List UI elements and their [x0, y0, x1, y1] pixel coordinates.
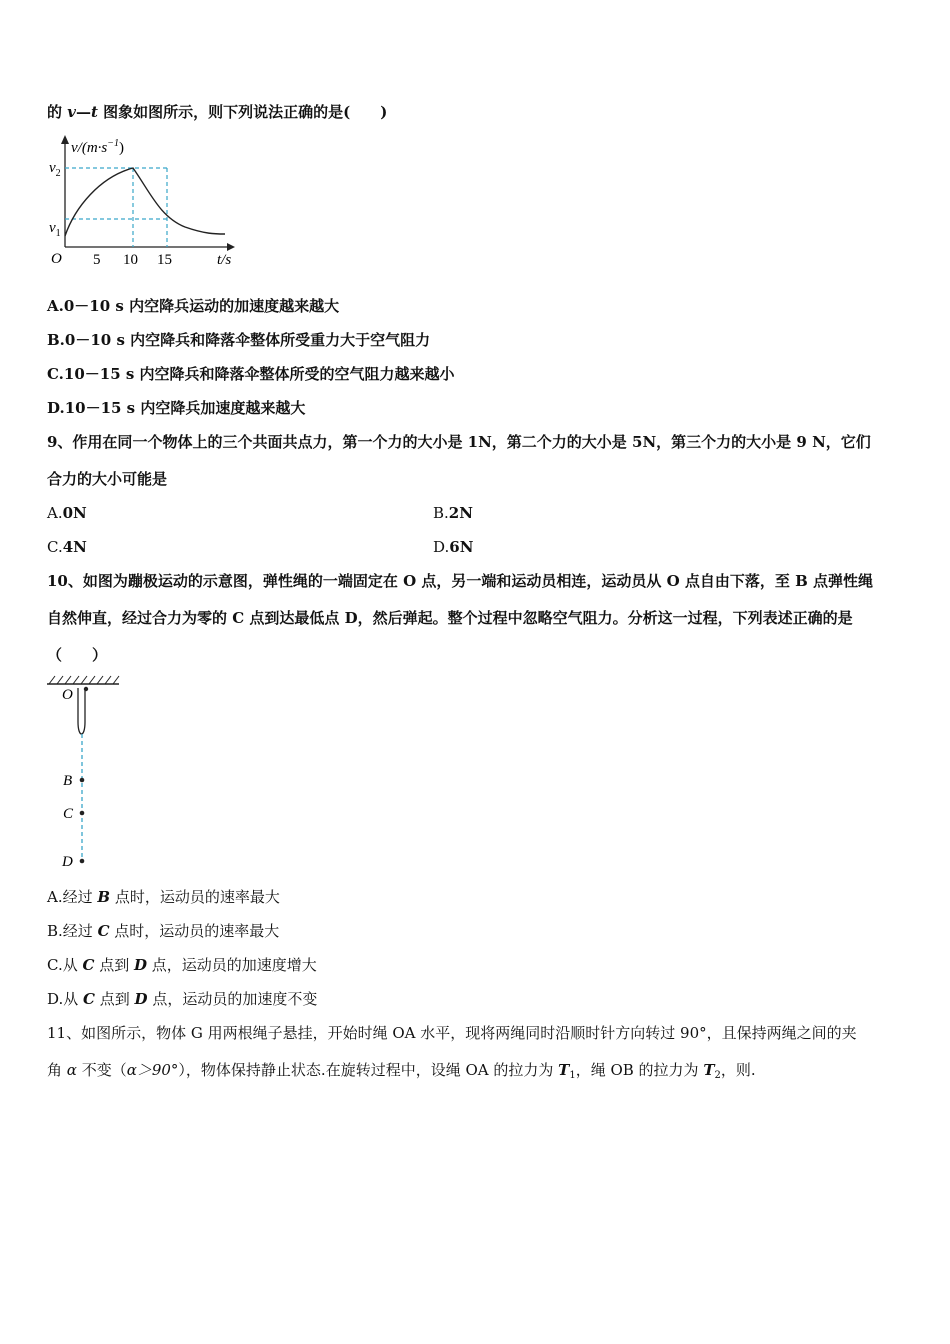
graph-tick-15: 15 — [157, 252, 172, 268]
q8-option-b: B.0－10 s 内空降兵和降落伞整体所受重力大于空气阻力 — [47, 331, 431, 349]
diagram-label-o: O — [62, 687, 73, 703]
graph-tick-5: 5 — [93, 252, 101, 268]
bungee-diagram — [45, 672, 135, 872]
diagram-label-d: D — [62, 854, 73, 870]
diagram-label-b: B — [63, 773, 73, 789]
graph-v1-label: $v_1$ — [49, 220, 61, 239]
q9-option-c: C.4N — [47, 538, 87, 556]
q9-option-a: A.0N — [47, 504, 87, 522]
graph-v2-label: $v_2$ — [49, 160, 61, 179]
diagram-label-c: C — [63, 806, 74, 822]
q8-option-c: C.10－15 s 内空降兵和降落伞整体所受的空气阻力越来越小 — [47, 365, 455, 383]
graph-origin: O — [51, 251, 62, 267]
q9-option-b: B.2N — [433, 504, 473, 522]
q10-option-c: C.从 C 点到 D 点，运动员的加速度增大 — [47, 956, 317, 974]
q8-stem: 的 v—t 图象如图所示，则下列说法正确的是( ) — [47, 103, 388, 121]
q11-stem-line2: 角 α 不变（α＞90°），物体保持静止状态.在旋转过程中，设绳 OA 的拉力为 $T_1$，绳 OB 的拉力为 $T_2$，则. — [47, 1061, 756, 1081]
graph-tick-10: 10 — [123, 252, 138, 268]
q10-stem-line1: 10、如图为蹦极运动的示意图，弹性绳的一端固定在 O 点，另一端和运动员相连，运动员从 O 点自由下落，至 B 点弹性绳 — [47, 572, 874, 590]
q10-stem-line3: （ ） — [47, 646, 108, 664]
q10-option-d: D.从 C 点到 D 点，运动员的加速度不变 — [47, 990, 318, 1008]
q8-option-d: D.10－15 s 内空降兵加速度越来越大 — [47, 399, 306, 417]
q10-stem-line2: 自然伸直，经过合力为零的 C 点到达最低点 D，然后弹起。整个过程中忽略空气阻力。分析这一过程，下列表述正确的是 — [47, 609, 853, 627]
q11-stem-line1: 11、如图所示，物体 G 用两根绳子悬挂，开始时绳 OA 水平，现将两绳同时沿顺时针方向转过 90°，且保持两绳之间的夹 — [47, 1024, 857, 1042]
q10-option-b: B.经过 C 点时，运动员的速率最大 — [47, 922, 280, 940]
graph-y-label: $v/(m\cdot s^{-1})$ — [71, 138, 124, 156]
graph-x-label: t/s — [217, 252, 232, 268]
q9-stem-line1: 9、作用在同一个物体上的三个共面共点力，第一个力的大小是 1N，第二个力的大小是 5N，第三个力的大小是 9 N，它们 — [47, 433, 871, 451]
q9-stem-line2: 合力的大小可能是 — [47, 470, 168, 488]
q10-option-a: A.经过 B 点时，运动员的速率最大 — [47, 888, 280, 906]
q9-option-d: D.6N — [433, 538, 474, 556]
q8-option-a: A.0－10 s 内空降兵运动的加速度越来越大 — [47, 297, 340, 315]
vt-graph — [45, 132, 245, 272]
